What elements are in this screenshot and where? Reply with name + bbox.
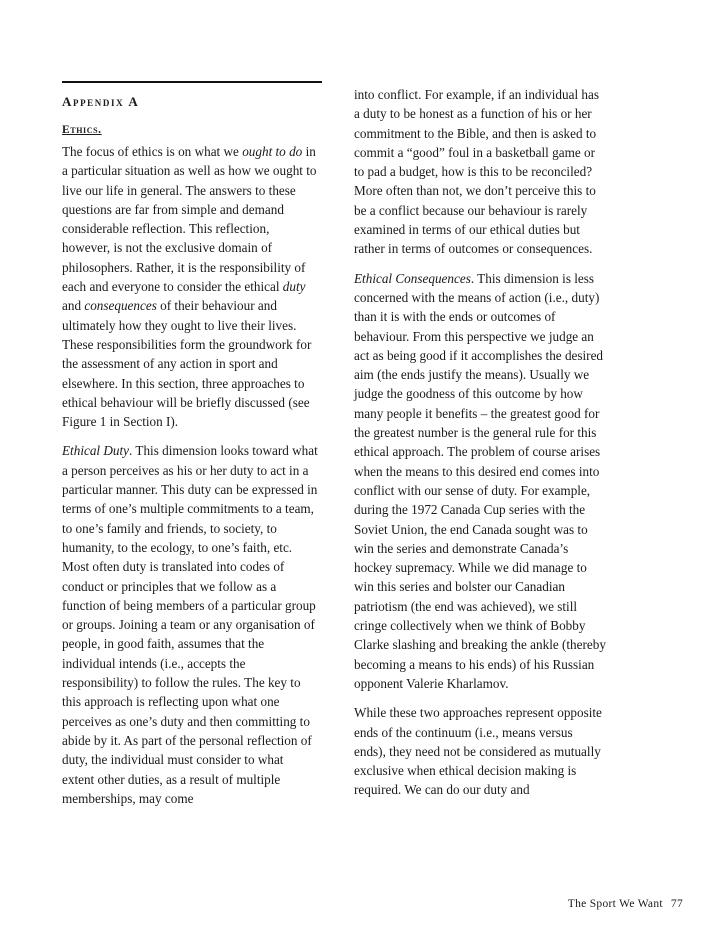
section-heading: Ethics. — [62, 124, 102, 136]
left-paragraph-ethical-duty: Ethical Duty. This dimension looks toward what a person perceives as his or her duty to act in a particular manner. This duty can be expressed in terms of one’s multiple commitments to a team, to one’s family and friends, to society, to humanity, to the ecology, to one’s faith, etc. Most often duty is translated into codes of conduct or principles that we follow as a function of being members of a particular group or groups. Joining a team or any organisation of people, in good faith, assumes that the individual intends (i.e., accepts the responsibility) to follow the rules. The key to this approach is reflecting upon what one perceives as one’s duty and then committing to abide by it. As part of the personal reflection of duty, the individual must consider to what extent other duties, as a result of multiple memberships, may come — [62, 443, 318, 806]
footer-title: The Sport We Want — [567, 898, 663, 910]
right-paragraph-conflict: into conflict. For example, if an individual has a duty to be honest as a function of his or her commitment to the Bible, and then is asked to commit a “good” foul in a basketball game or to pad a budget, how is this to be reconciled? More often than not, we don’t perceive this to be a conflict because our behaviour is rarely examined in terms of our ethical duties but rather in terms of outcomes or consequences. — [354, 87, 600, 257]
left-paragraph-intro: The focus of ethics is on what we ought to do in a particular situation as well as how we ought to live our life in general. The answers to these questions are far from simple and demand considerable reflection. This reflection, however, is not the exclusive domain of philosophers. Rather, it is the responsibility of each and everyone to consider the ethical duty and consequences of their behaviour and ultimately how they ought to live their lives. These responsibilities form the groundwork for the assessment of any action in sport and elsewhere. In this section, three approaches to ethical behaviour will be briefly discussed (see Figure 1 in Section I). — [62, 144, 317, 430]
page-footer — [568, 898, 683, 910]
right-column — [354, 85, 606, 810]
header-rule — [62, 81, 322, 83]
appendix-heading: Appendix A — [62, 94, 140, 109]
right-paragraph-continuum: While these two approaches represent opposite ends of the continuum (i.e., means versus ends), they need not be considered as mutually exclusive when ethical decision making is required. We can do our duty and — [354, 705, 602, 798]
right-paragraph-ethical-consequences: Ethical Consequences. This dimension is less concerned with the means of action (i.e., duty) than it is with the ends or outcomes of behaviour. From this perspective we judge an act as being good if it accomplishes the desired aim (the ends justify the means). Usually we judge the goodness of this outcome by how many people it benefits – the greatest good for the greatest number is the general rule for this ethical approach. The problem of course arises when the means to this desired end comes into conflict with our sense of duty. For example, during the 1972 Canada Cup series with the Soviet Union, the end Canada sought was to win the series and demonstrate Canada’s hockey supremacy. While we did manage to win this series and bolster our Canadian patriotism (the end was achieved), we still cringe collectively when we think of Bobby Clarke slashing and breaking the ankle (thereby becoming a means to his ends) of his Russian opponent Valerie Kharlamov. — [354, 270, 606, 691]
left-column — [62, 142, 318, 818]
page-number: 77 — [670, 898, 683, 910]
